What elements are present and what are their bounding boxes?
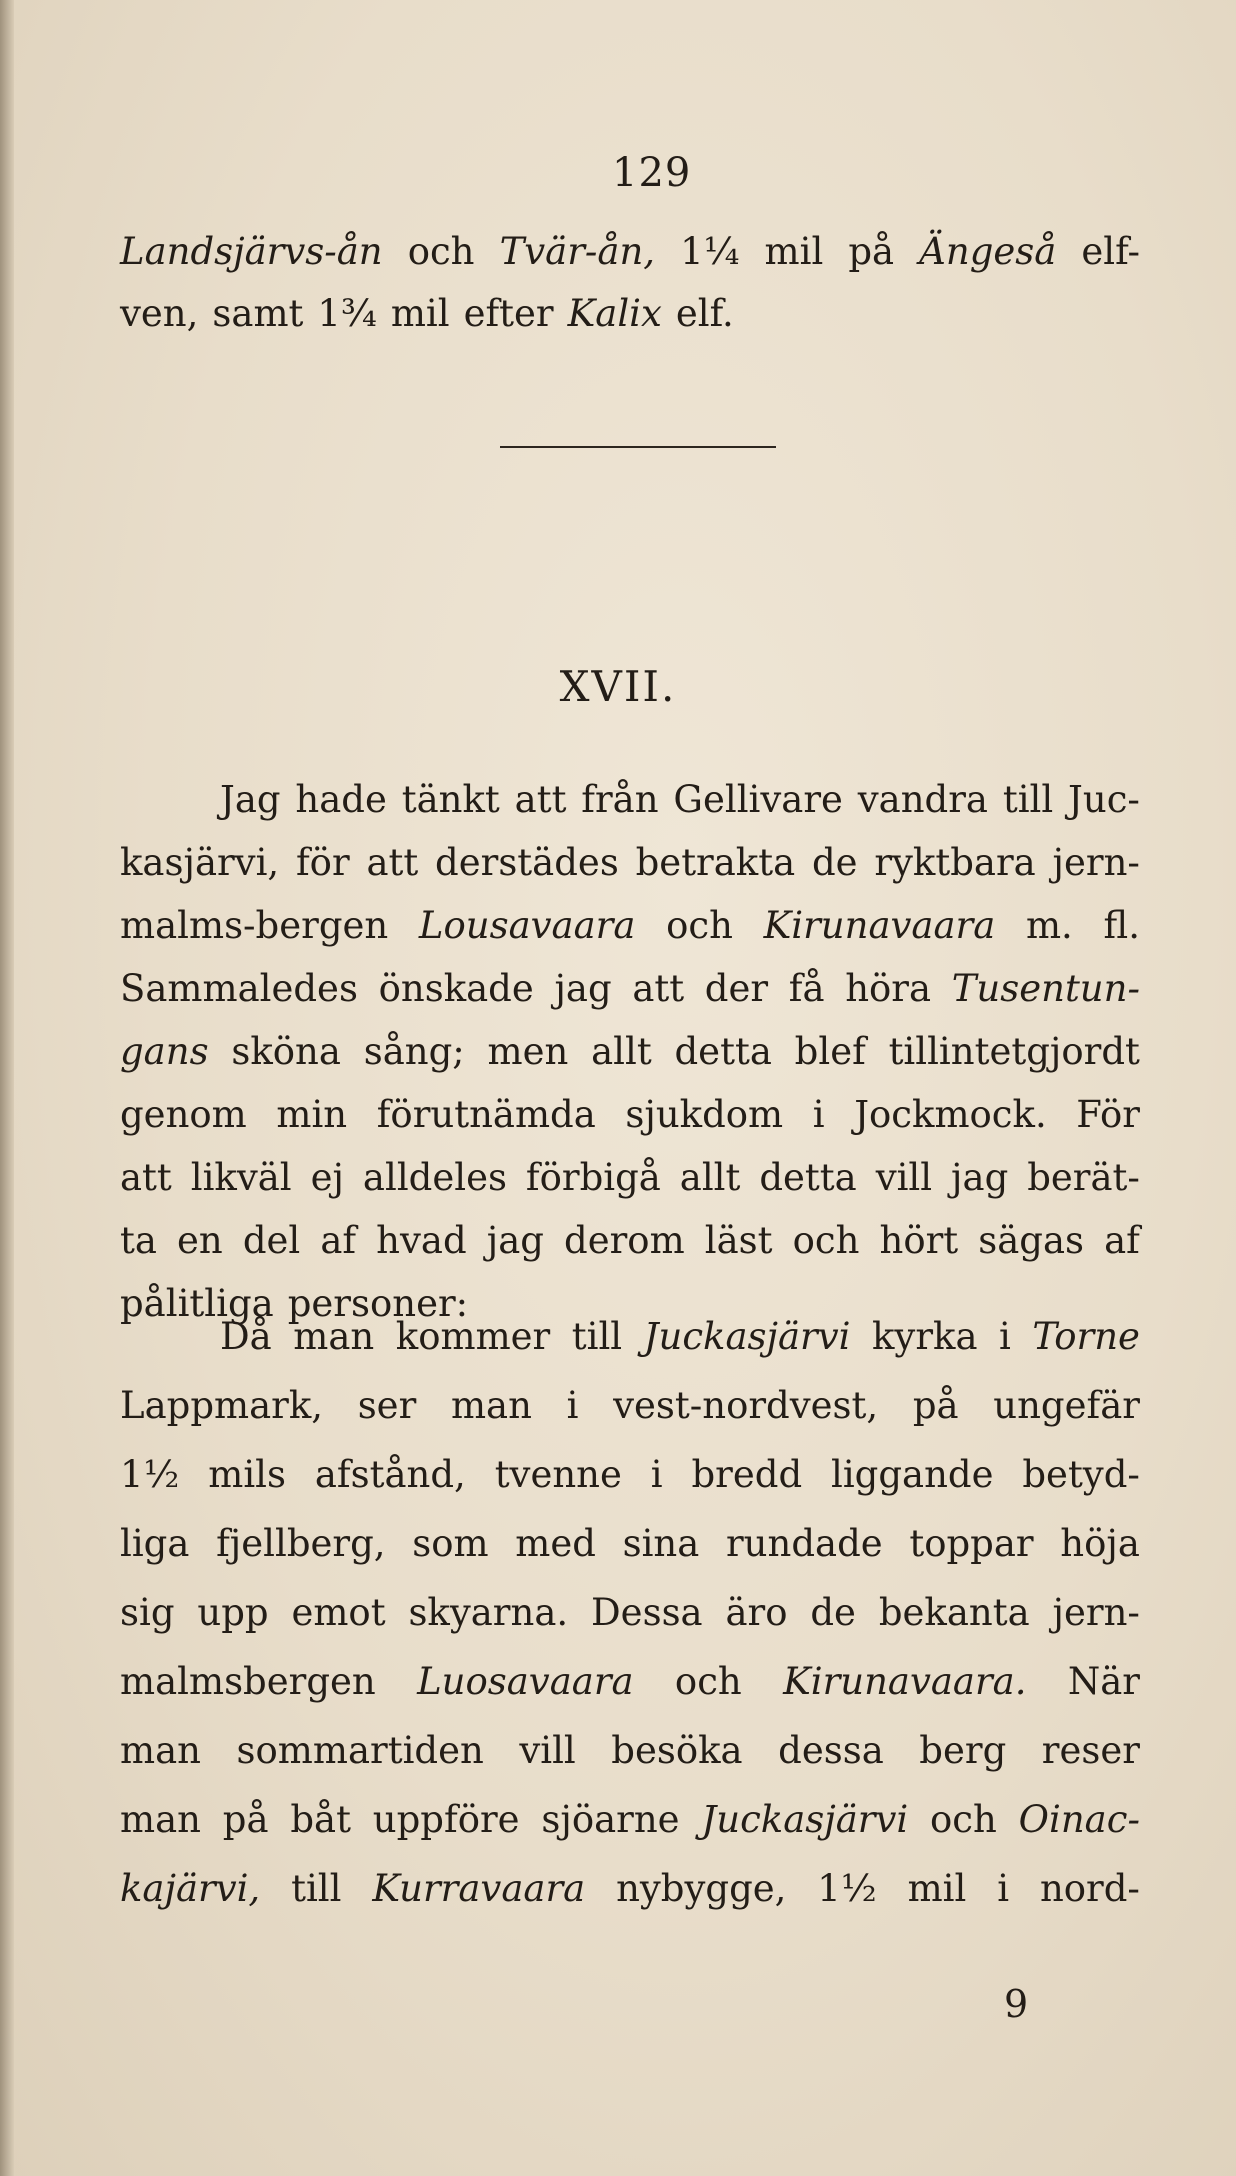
word: upp: [197, 1591, 269, 1634]
word: att: [514, 778, 567, 821]
word: Juckasjärvi: [643, 1315, 851, 1358]
word: och: [792, 1219, 860, 1262]
word: vill: [519, 1729, 576, 1772]
word: i: [812, 1093, 825, 1136]
word: jag: [951, 1156, 1009, 1199]
word: läst: [704, 1219, 773, 1262]
text-line: [120, 1798, 1140, 1841]
word: i: [997, 1867, 1010, 1910]
word: mil: [764, 230, 824, 273]
text-line: [120, 841, 1140, 884]
word: fl.: [1103, 904, 1140, 947]
word: mil: [390, 292, 450, 335]
word: jag: [554, 967, 612, 1010]
text-line: [120, 778, 1140, 821]
word: berg: [919, 1729, 1007, 1772]
word: kyrka: [872, 1315, 978, 1358]
word: man: [120, 1798, 201, 1841]
word: att: [120, 1156, 172, 1199]
text-line: [120, 230, 1140, 273]
text-line: [120, 1522, 1140, 1565]
word: Sammaledes: [120, 967, 358, 1010]
word: derstädes: [435, 841, 619, 884]
word: man: [120, 1729, 201, 1772]
word: sommartiden: [236, 1729, 484, 1772]
word: Jockmock.: [854, 1093, 1047, 1136]
word: För: [1076, 1093, 1140, 1136]
text-line: [120, 1384, 1140, 1427]
word: ej: [310, 1156, 344, 1199]
word: 1¾: [317, 292, 377, 335]
word: reser: [1041, 1729, 1140, 1772]
word: mil: [907, 1867, 967, 1910]
text-line: [120, 292, 1140, 335]
word: Juc-: [1068, 778, 1140, 821]
page-number: 129: [612, 150, 692, 196]
word: på: [222, 1798, 269, 1841]
text-line: [120, 1453, 1140, 1496]
word: de: [810, 1591, 856, 1634]
word: efter: [463, 292, 554, 335]
word: att: [366, 841, 419, 884]
word: men: [487, 1030, 569, 1073]
word: en: [177, 1219, 223, 1262]
word: elf.: [675, 292, 734, 335]
word: nybygge,: [616, 1867, 787, 1910]
word: detta: [674, 1030, 772, 1073]
text-line: [120, 904, 1140, 947]
word: äro: [725, 1591, 788, 1634]
word: sjöarne: [541, 1798, 680, 1841]
word: När: [1067, 1660, 1140, 1703]
word: till: [571, 1315, 623, 1358]
word: sång;: [363, 1030, 465, 1073]
page-spine-edge: [0, 0, 14, 2176]
word: betrakta: [635, 841, 796, 884]
word: allt: [679, 1156, 741, 1199]
word: emot: [291, 1591, 386, 1634]
word: Ängeså: [919, 230, 1057, 273]
word: samt: [212, 292, 304, 335]
word: elf-: [1081, 230, 1140, 273]
word: jern-: [1052, 1591, 1140, 1634]
word: från: [581, 778, 659, 821]
word: på: [912, 1384, 959, 1427]
word: Jag: [220, 778, 281, 821]
word: Då: [220, 1315, 272, 1358]
text-line: [120, 1156, 1140, 1199]
word: besöka: [611, 1729, 743, 1772]
word: liga: [120, 1522, 190, 1565]
word: Oinac-: [1018, 1798, 1140, 1841]
word: mils: [208, 1453, 287, 1496]
word: Luosavaara: [417, 1660, 634, 1703]
word: Kurravaara: [372, 1867, 586, 1910]
word: Kirunavaara.: [783, 1660, 1027, 1703]
text-line: [120, 1729, 1140, 1772]
word: likväl: [190, 1156, 292, 1199]
word: på: [848, 230, 895, 273]
word: vill: [875, 1156, 933, 1199]
word: bredd: [691, 1453, 803, 1496]
word: ungefär: [993, 1384, 1140, 1427]
word: önskade: [378, 967, 534, 1010]
text-line: [120, 1030, 1140, 1073]
word: Lappmark,: [120, 1384, 324, 1427]
word: sköna: [231, 1030, 341, 1073]
word: Lousavaara: [418, 904, 636, 947]
word: i: [650, 1453, 663, 1496]
word: sig: [120, 1591, 175, 1634]
word: till: [1002, 778, 1054, 821]
word: sina: [622, 1522, 700, 1565]
word: hört: [879, 1219, 959, 1262]
word: att: [632, 967, 685, 1010]
word: gans: [120, 1030, 209, 1073]
word: i: [999, 1315, 1011, 1358]
word: Tvär-ån,: [499, 230, 656, 273]
word: hvad: [376, 1219, 467, 1262]
word: båt: [290, 1798, 351, 1841]
word: ryktbara: [874, 841, 1036, 884]
word: Kalix: [567, 292, 662, 335]
word: få: [788, 967, 825, 1010]
word: liggande: [830, 1453, 994, 1496]
word: höra: [845, 967, 932, 1010]
word: Landsjärvs-ån: [120, 230, 383, 273]
word: tänkt: [401, 778, 500, 821]
word: till: [291, 1867, 342, 1910]
word: pålitliga: [120, 1282, 274, 1325]
word: alldeles: [362, 1156, 507, 1199]
word: 1½: [120, 1453, 180, 1496]
chapter-heading: XVII.: [559, 662, 677, 711]
word: fjellberg,: [216, 1522, 386, 1565]
word: allt: [591, 1030, 652, 1073]
word: som: [412, 1522, 489, 1565]
word: kajärvi,: [120, 1867, 261, 1910]
word: de: [811, 841, 858, 884]
word: nord-: [1039, 1867, 1140, 1910]
word: hade: [295, 778, 387, 821]
word: bekanta: [878, 1591, 1030, 1634]
word: man: [450, 1384, 532, 1427]
word: och: [674, 1660, 742, 1703]
word: rundade: [725, 1522, 883, 1565]
word: för: [295, 841, 350, 884]
word: kommer: [395, 1315, 551, 1358]
word: berät-: [1027, 1156, 1140, 1199]
word: malms-bergen: [120, 904, 389, 947]
word: Torne: [1032, 1315, 1140, 1358]
word: af: [320, 1219, 357, 1262]
word: detta: [759, 1156, 857, 1199]
word: af: [1104, 1219, 1140, 1262]
word: malmsbergen: [120, 1660, 376, 1703]
word: jag: [486, 1219, 544, 1262]
word: uppföre: [372, 1798, 520, 1841]
word: tillintetgjordt: [888, 1030, 1140, 1073]
word: och: [407, 230, 475, 273]
word: genom: [120, 1093, 247, 1136]
word: vest-nordvest,: [613, 1384, 879, 1427]
word: förbigå: [525, 1156, 661, 1199]
word: sägas: [978, 1219, 1085, 1262]
word: sjukdom: [625, 1093, 784, 1136]
word: 1¼: [680, 230, 740, 273]
word: och: [666, 904, 733, 947]
word: vandra: [857, 778, 988, 821]
text-line: [120, 1315, 1140, 1358]
word: i: [566, 1384, 579, 1427]
word: ser: [357, 1384, 417, 1427]
text-line: [120, 1660, 1140, 1703]
word: m.: [1025, 904, 1073, 947]
word: och: [930, 1798, 997, 1841]
word: kasjärvi,: [120, 841, 280, 884]
word: jern-: [1052, 841, 1140, 884]
word: derom: [564, 1219, 685, 1262]
word: man: [293, 1315, 375, 1358]
word: toppar: [909, 1522, 1034, 1565]
word: personer:: [287, 1282, 469, 1325]
word: med: [515, 1522, 596, 1565]
word: tvenne: [494, 1453, 622, 1496]
text-line: [120, 1591, 1140, 1634]
word: höja: [1060, 1522, 1140, 1565]
text-line: [120, 1093, 1140, 1136]
word: Juckasjärvi: [701, 1798, 909, 1841]
text-line: [120, 1219, 1140, 1262]
word: afstånd,: [314, 1453, 466, 1496]
word: blef: [794, 1030, 866, 1073]
word: dessa: [778, 1729, 884, 1772]
text-line: [120, 967, 1140, 1010]
text-line: [120, 1867, 1140, 1910]
word: förutnämda: [376, 1093, 596, 1136]
signature-mark: 9: [1004, 1982, 1029, 2026]
word: ta: [120, 1219, 157, 1262]
word: betyd-: [1022, 1453, 1140, 1496]
word: Dessa: [591, 1591, 703, 1634]
word: del: [242, 1219, 301, 1262]
word: skyarna.: [408, 1591, 569, 1634]
word: 1½: [817, 1867, 877, 1910]
section-divider-rule: [500, 446, 776, 448]
word: min: [276, 1093, 348, 1136]
word: Gellivare: [673, 778, 843, 821]
word: Tusentun-: [951, 967, 1140, 1010]
word: Kirunavaara: [763, 904, 996, 947]
word: der: [704, 967, 769, 1010]
word: ven,: [120, 292, 199, 335]
